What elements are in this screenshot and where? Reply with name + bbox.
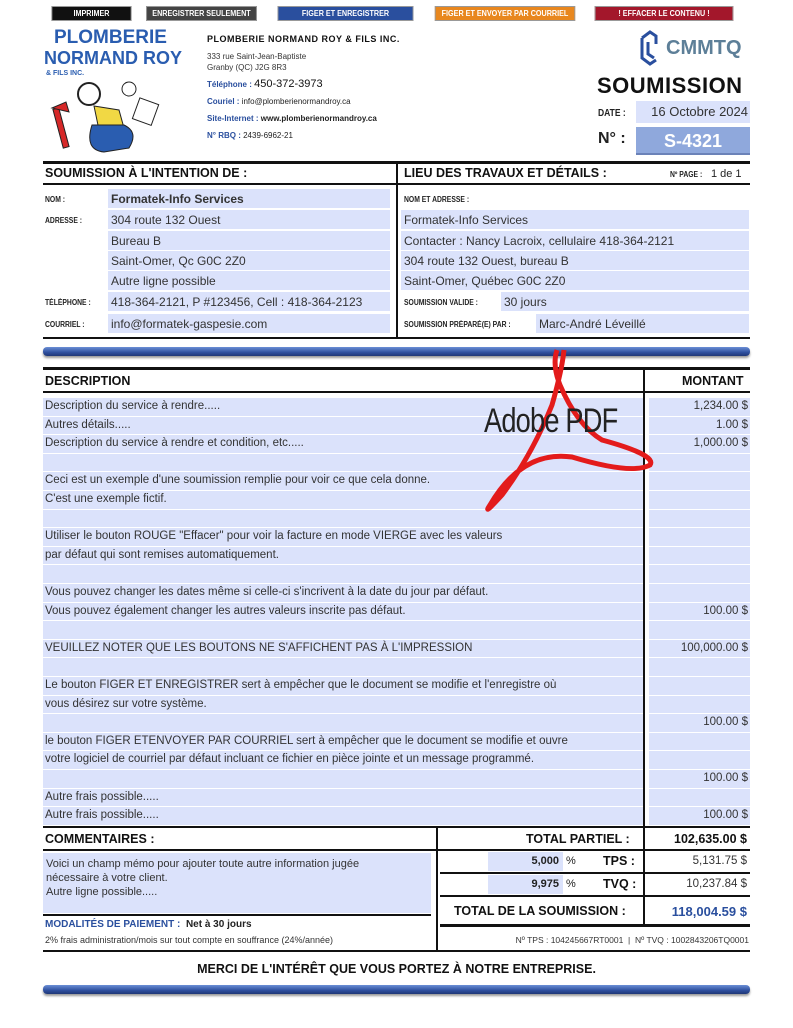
company-address-line1: 333 rue Saint-Jean-Baptiste bbox=[207, 52, 307, 61]
line-item-description-field[interactable] bbox=[43, 454, 643, 472]
line-item-amount[interactable] bbox=[649, 677, 750, 695]
page-value: 1 de 1 bbox=[710, 168, 742, 180]
line-item-amount[interactable] bbox=[649, 733, 750, 751]
tps-value: 5,131.75 $ bbox=[692, 855, 747, 867]
client-name-field[interactable]: Formatek-Info Services bbox=[108, 189, 390, 208]
clear-button[interactable]: ! EFFACER LE CONTENU ! bbox=[595, 6, 734, 21]
email-label: Couriel : bbox=[207, 97, 240, 106]
line-item-description-field[interactable] bbox=[43, 417, 643, 435]
line-item-amount[interactable] bbox=[649, 510, 750, 528]
line-item-description[interactable]: le bouton FIGER ETENVOYER PAR COURRIEL sert à empêcher que le document se modifie et ouvre bbox=[45, 734, 568, 747]
line-item-amount[interactable] bbox=[649, 584, 750, 602]
line-item-amount[interactable] bbox=[649, 528, 750, 546]
site-line1[interactable]: Formatek-Info Services bbox=[401, 210, 749, 229]
line-item-description-field[interactable] bbox=[43, 658, 643, 676]
line-item-description-field[interactable] bbox=[43, 510, 643, 528]
site-line4[interactable]: Saint-Omer, Québec G0C 2Z0 bbox=[401, 271, 749, 290]
save-only-button[interactable]: ENREGISTRER SEULEMENT bbox=[146, 6, 257, 21]
site-section-header: LIEU DES TRAVAUX ET DÉTAILS : bbox=[404, 166, 607, 180]
company-phone bbox=[207, 78, 323, 90]
total-value: 118,004.59 $ bbox=[671, 904, 747, 919]
description-header: DESCRIPTION bbox=[45, 374, 131, 388]
payment-terms bbox=[45, 919, 252, 930]
line-item-amount[interactable] bbox=[649, 789, 750, 807]
tps-percent: % bbox=[566, 855, 576, 867]
date-label: DATE : bbox=[598, 108, 626, 119]
number-label: N° : bbox=[598, 130, 626, 147]
client-email-label: COURRIEL : bbox=[45, 320, 85, 329]
client-email-field[interactable]: info@formatek-gaspesie.com bbox=[108, 314, 390, 333]
client-phone-field[interactable]: 418-364-2121, P #123456, Cell : 418-364-2123 bbox=[108, 292, 390, 311]
line-item-row bbox=[43, 696, 750, 714]
line-item-amount[interactable] bbox=[649, 658, 750, 676]
freeze-save-button[interactable]: FIGER ET ENREGISTRER bbox=[278, 6, 414, 21]
line-item-description[interactable]: Autres détails..... bbox=[45, 418, 131, 431]
phone-label: Téléphone : bbox=[207, 80, 252, 89]
company-name: PLOMBERIE NORMAND ROY & FILS INC. bbox=[207, 34, 400, 44]
tps-label: TPS : bbox=[603, 854, 635, 868]
comment-line: Voici un champ mémo pour ajouter toute autre information jugée bbox=[46, 858, 360, 870]
rbq-label: N° RBQ : bbox=[207, 131, 241, 140]
line-item-row bbox=[43, 565, 750, 583]
line-item-row bbox=[43, 454, 750, 472]
line-item-description[interactable]: VEUILLEZ NOTER QUE LES BOUTONS NE S'AFFICHENT PAS À L'IMPRESSION bbox=[45, 641, 473, 654]
line-item-description[interactable]: Utiliser le bouton ROUGE "Effacer" pour voir la facture en mode VIERGE avec les valeurs bbox=[45, 530, 503, 543]
cmmtq-mark-icon bbox=[638, 30, 660, 66]
payment-label: MODALITÉS DE PAIEMENT : bbox=[45, 919, 181, 930]
print-button[interactable]: IMPRIMER bbox=[51, 6, 131, 21]
line-item-row bbox=[43, 491, 750, 509]
freeze-email-button[interactable]: FIGER ET ENVOYER PAR COURRIEL bbox=[435, 6, 575, 21]
comments-field[interactable] bbox=[43, 853, 431, 913]
cmmtq-logo bbox=[638, 30, 742, 66]
email-value[interactable]: info@plomberienormandroy.ca bbox=[241, 97, 351, 106]
rbq-value: 2439-6962-21 bbox=[243, 131, 293, 140]
number-field[interactable]: S-4321 bbox=[636, 127, 750, 155]
date-field[interactable]: 16 Octobre 2024 bbox=[636, 101, 750, 123]
line-item-amount[interactable] bbox=[649, 454, 750, 472]
line-item-description[interactable]: Ceci est un exemple d'une soumission remplie pour voir ce que cela donne. bbox=[45, 474, 431, 487]
line-item-description[interactable]: vous désirez sur votre système. bbox=[45, 697, 207, 710]
line-item-amount[interactable] bbox=[649, 565, 750, 583]
line-item-row bbox=[43, 528, 750, 546]
line-item-description[interactable]: Vous pouvez également changer les autres valeurs inscrite pas défaut. bbox=[45, 604, 406, 617]
line-item-description[interactable]: C'est une exemple fictif. bbox=[45, 493, 167, 505]
tvq-rate-field[interactable]: 9,975 bbox=[488, 875, 563, 894]
line-item-amount[interactable]: 100.00 $ bbox=[649, 603, 750, 621]
payment-value: Net à 30 jours bbox=[185, 919, 252, 930]
line-item-amount[interactable] bbox=[649, 491, 750, 509]
subtotal-value: 102,635.00 $ bbox=[674, 832, 747, 846]
tvq-value: 10,237.84 $ bbox=[686, 878, 747, 890]
web-value[interactable]: www.plomberienormandroy.ca bbox=[260, 114, 377, 123]
line-item-description[interactable]: Description du service à rendre..... bbox=[45, 400, 221, 412]
site-line3[interactable]: 304 route 132 Ouest, bureau B bbox=[401, 251, 749, 270]
line-item-amount[interactable]: 100,000.00 $ bbox=[649, 640, 750, 658]
tps-rate-field[interactable]: 5,000 bbox=[488, 852, 563, 871]
logo-line3: & FILS INC. bbox=[46, 70, 85, 77]
comments-header: COMMENTAIRES : bbox=[45, 832, 155, 846]
company-logo bbox=[44, 27, 182, 155]
comment-line: nécessaire à votre client. bbox=[46, 872, 168, 884]
line-item-row bbox=[43, 640, 750, 658]
line-item-description[interactable]: votre logiciel de courriel par défaut incluant ce fichier en pièce jointe et un message programmé. bbox=[45, 753, 535, 766]
document-title: SOUMISSION bbox=[597, 73, 743, 98]
line-item-row bbox=[43, 751, 750, 769]
line-item-description[interactable]: Autre frais possible..... bbox=[45, 790, 159, 803]
cmmtq-text: CMMTQ bbox=[666, 36, 742, 59]
line-item-row bbox=[43, 603, 750, 621]
tax-numbers: Nº TPS : 104245667RT0001 | Nº TVQ : 1002843206TQ0001 bbox=[515, 935, 749, 945]
prepared-field[interactable]: Marc-André Léveillé bbox=[536, 314, 749, 333]
prepared-label: SOUMISSION PRÉPARÉ(E) PAR : bbox=[404, 320, 511, 329]
client-address-line1[interactable]: 304 route 132 Ouest bbox=[108, 210, 390, 229]
line-item-row bbox=[43, 547, 750, 565]
line-item-description-field[interactable] bbox=[43, 770, 643, 788]
logo-line1: PLOMBERIE bbox=[54, 27, 167, 48]
line-item-row bbox=[43, 472, 750, 490]
client-section-header: SOUMISSION À L'INTENTION DE : bbox=[45, 166, 248, 180]
company-address-line2: Granby (QC) J2G 8R3 bbox=[207, 63, 287, 72]
site-line2[interactable]: Contacter : Nancy Lacroix, cellulaire 418-364-2121 bbox=[401, 231, 749, 250]
line-item-description-field[interactable] bbox=[43, 621, 643, 639]
company-rbq bbox=[207, 131, 293, 140]
line-item-amount[interactable] bbox=[649, 621, 750, 639]
page-number bbox=[670, 168, 742, 180]
line-item-amount[interactable] bbox=[649, 751, 750, 769]
company-email bbox=[207, 97, 351, 106]
watermark-text: Adobe PDF bbox=[484, 402, 618, 440]
page-label: Nº PAGE : bbox=[670, 170, 703, 179]
client-address-line4[interactable]: Autre ligne possible bbox=[108, 271, 390, 290]
line-item-row bbox=[43, 789, 750, 807]
total-label: TOTAL DE LA SOUMISSION : bbox=[454, 904, 626, 918]
phone-value: 450-372-3973 bbox=[254, 78, 323, 90]
line-item-row bbox=[43, 677, 750, 695]
site-name-label: NOM ET ADRESSE : bbox=[404, 195, 470, 204]
line-item-row bbox=[43, 398, 750, 416]
line-item-amount[interactable]: 100.00 $ bbox=[649, 807, 750, 825]
line-item-row bbox=[43, 510, 750, 528]
client-address-line3[interactable]: Saint-Omer, Qc G0C 2Z0 bbox=[108, 251, 390, 270]
footer-bar bbox=[43, 985, 750, 994]
line-item-row bbox=[43, 435, 750, 453]
line-item-description[interactable]: par défaut qui sont remises automatiquement. bbox=[45, 548, 279, 561]
line-item-amount[interactable]: 1,234.00 $ bbox=[649, 398, 750, 416]
divider-bar bbox=[43, 347, 750, 356]
amount-header: MONTANT bbox=[682, 374, 744, 388]
line-item-description[interactable]: Le bouton FIGER ET ENREGISTRER sert à empêcher que le document se modifie et l'enregistre où bbox=[45, 679, 557, 691]
comment-line: Autre ligne possible..... bbox=[46, 886, 158, 898]
line-item-row bbox=[43, 714, 750, 732]
company-address bbox=[207, 51, 306, 73]
logo-line2: NORMAND ROY bbox=[44, 48, 182, 68]
line-item-row bbox=[43, 621, 750, 639]
line-item-description-field[interactable] bbox=[43, 565, 643, 583]
tvq-label: TVQ : bbox=[603, 877, 637, 891]
subtotal-label: TOTAL PARTIEL : bbox=[526, 832, 630, 846]
line-item-row bbox=[43, 658, 750, 676]
web-label: Site-Internet : bbox=[207, 114, 259, 123]
plumber-mascot-icon bbox=[44, 80, 174, 155]
valid-label: SOUMISSION VALIDE : bbox=[404, 298, 478, 307]
company-website bbox=[207, 114, 377, 123]
client-address-line2[interactable]: Bureau B bbox=[108, 231, 390, 250]
line-item-row bbox=[43, 770, 750, 788]
line-item-description[interactable]: Description du service à rendre et condition, etc..... bbox=[45, 437, 304, 450]
line-item-description[interactable]: Vous pouvez changer les dates même si celle-ci s'incrivent à la date du jour par défaut. bbox=[45, 586, 489, 598]
line-item-row bbox=[43, 733, 750, 751]
line-item-amount[interactable]: 1.00 $ bbox=[649, 417, 750, 435]
client-address-label: ADRESSE : bbox=[45, 216, 83, 225]
line-item-amount[interactable] bbox=[649, 547, 750, 565]
late-fees-note: 2% frais administration/mois sur tout compte en souffrance (24%/année) bbox=[45, 935, 333, 945]
line-item-row bbox=[43, 584, 750, 602]
line-item-amount[interactable]: 100.00 $ bbox=[649, 770, 750, 788]
valid-field[interactable]: 30 jours bbox=[501, 292, 749, 311]
line-item-row bbox=[43, 417, 750, 435]
line-item-amount[interactable] bbox=[649, 472, 750, 490]
client-phone-label: TÉLÉPHONE : bbox=[45, 298, 91, 307]
thank-you-message: MERCI DE L'INTÉRÊT QUE VOUS PORTEZ À NOTRE ENTREPRISE. bbox=[197, 962, 596, 976]
line-item-amount[interactable]: 1,000.00 $ bbox=[649, 435, 750, 453]
client-name-label: NOM : bbox=[45, 195, 66, 204]
line-item-row bbox=[43, 807, 750, 825]
tvq-percent: % bbox=[566, 878, 576, 890]
line-item-amount[interactable] bbox=[649, 696, 750, 714]
line-item-description[interactable]: Autre frais possible..... bbox=[45, 809, 159, 822]
line-item-amount[interactable]: 100.00 $ bbox=[649, 714, 750, 732]
line-item-description-field[interactable] bbox=[43, 714, 643, 732]
